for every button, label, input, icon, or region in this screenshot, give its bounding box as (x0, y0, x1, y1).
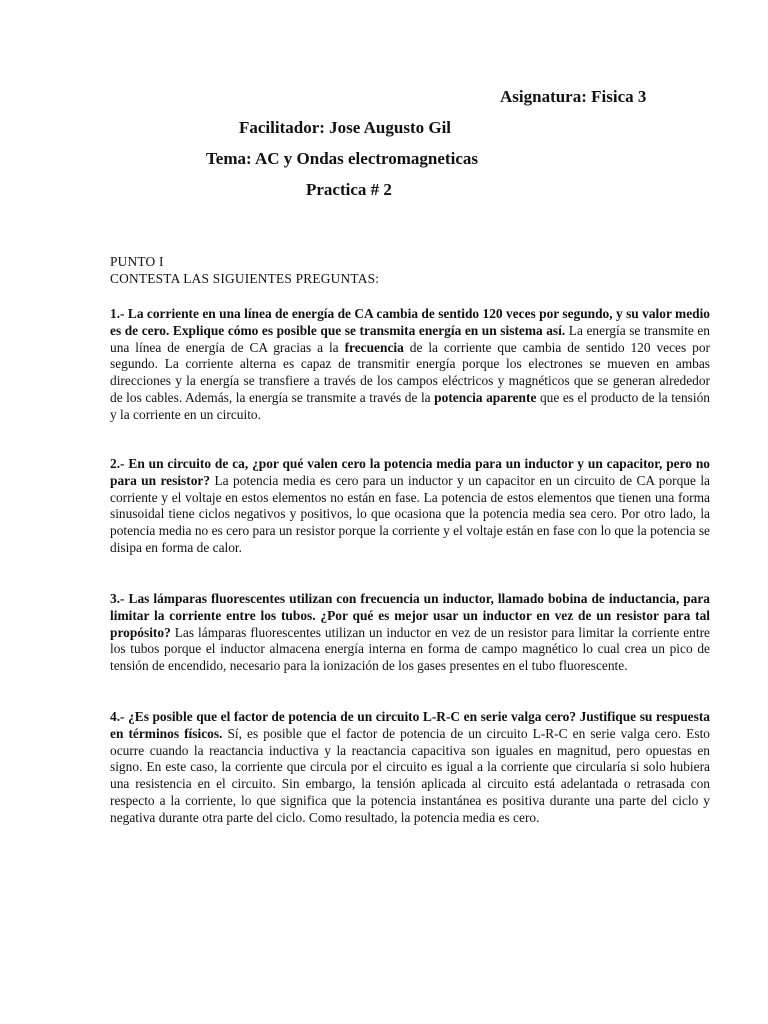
topic-heading: Tema: AC y Ondas electromagneticas (206, 149, 478, 168)
question-3-paragraph (110, 591, 710, 675)
section-title: PUNTO I (110, 254, 164, 269)
question-1-text: 1.- La corriente en una línea de energía de CA cambia de sentido 120 veces por segundo, y su valor medio es de cero. Explique cómo es posible que se transmita energía en un sistema así. (110, 306, 710, 338)
question-3-text: 3.- Las lámparas fluorescentes utilizan con frecuencia un inductor, llamado bobina de inductancia, para limitar la corriente entre los tubos. ¿Por qué es mejor usar un inductor en vez de un resistor para tal propósito? (110, 591, 710, 640)
section-header (110, 253, 710, 287)
question-2-text: 2.- En un circuito de ca, ¿por qué valen cero la potencia media para un inductor y un capacitor, pero no para un resistor? (110, 456, 710, 488)
subject-heading: Asignatura: Fisica 3 (500, 87, 647, 106)
question-2-paragraph (110, 456, 710, 557)
answer-1-text-part1: La energía se transmite en una línea de energía de CA gracias a la (110, 322, 710, 355)
answer-1-bold-term-1: frecuencia (344, 339, 404, 355)
question-4-paragraph (110, 709, 710, 827)
practice-number-heading: Practica # 2 (306, 180, 392, 199)
question-1-paragraph (110, 306, 710, 424)
answer-3-text: Las lámparas fluorescentes utilizan un inductor en vez de un resistor para limitar la corriente entre los tubos porque el inductor almacena energía interna en forma de campo magnético lo cual crea un pico de tensión de encendido, necesario para la ionización de los gases presentes en el tubo fluorescente. (110, 624, 710, 674)
facilitator-heading: Facilitador: Jose Augusto Gil (239, 118, 452, 137)
answer-1-bold-term-2: potencia aparente (434, 389, 537, 405)
answer-1-text-part2: de la corriente que cambia de sentido 120 veces por segundo. La corriente alterna es capaz de transmitir energía porque los electrones se mueven en ambas direcciones y la energía se transfiere a través de los campos eléctricos y magnéticos que se generan alrededor de los cables. Además, la energía se transmite a través de la (110, 339, 710, 405)
section-instruction: CONTESTA LAS SIGUIENTES PREGUNTAS: (110, 271, 380, 286)
question-4-text: 4.- ¿Es posible que el factor de potencia de un circuito L-R-C en serie valga cero? Justifique su respuesta en términos físicos. (110, 709, 710, 741)
answer-2-text: La potencia media es cero para un inductor y un capacitor en un circuito de CA porque la corriente y el voltaje en estos elementos no están en fase. La potencia de estos elementos que tienen una forma sinusoidal tiene ciclos negativos y positivos, lo que ocasiona que la potencia media sea cero. Por otro lado, la potencia media no es cero para un resistor porque la corriente y el voltaje están en fase con lo que la potencia se disipa en forma de calor. (110, 472, 710, 555)
answer-4-text: Sí, es posible que el factor de potencia de un circuito L-R-C en serie valga cero. Esto ocurre cuando la reactancia inductiva y la reactancia capacitiva son iguales en magnitud, pero opuestas en signo. En este caso, la corriente que circula por el circuito es igual a la corriente que circularía si solo hubiera una resistencia en el circuito. Sin embargo, la tensión aplicada al circuito está adelantada o retrasada con respecto a la corriente, lo que significa que la potencia instantánea es positiva durante una parte del ciclo y negativa durante otra parte del ciclo. Como resultado, la potencia media es cero. (110, 725, 710, 825)
answer-1-text-part3: que es el producto de la tensión y la corriente en un circuito. (110, 389, 710, 422)
